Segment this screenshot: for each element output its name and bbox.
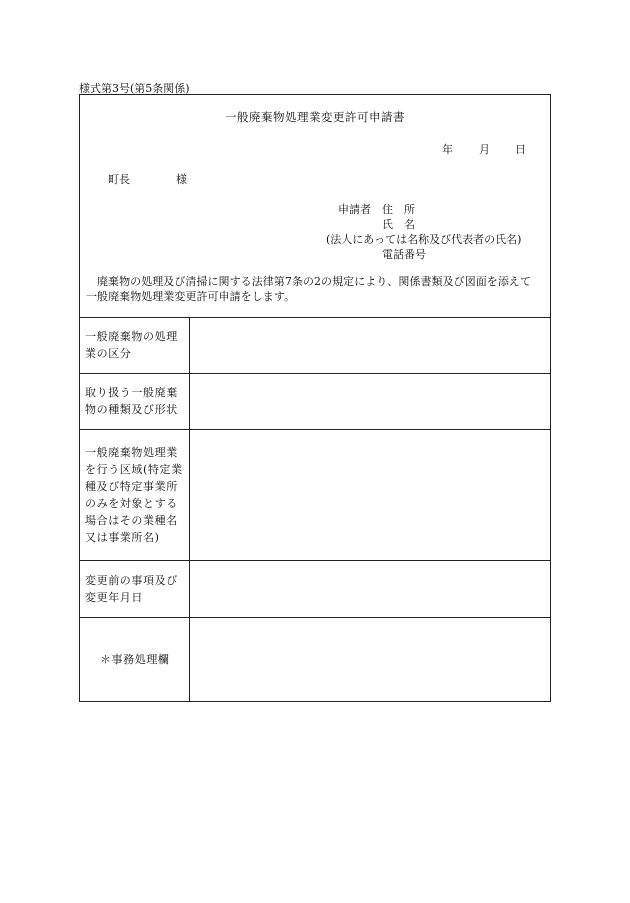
name-label: 氏 名 [382,218,415,231]
date-year-label: 年 [442,143,453,156]
category-field[interactable] [189,318,550,373]
table-row [80,560,550,617]
row-label-category [80,318,189,373]
date-day-label: 日 [515,143,526,156]
label-line: 又は事業所名) [85,530,160,544]
label-line: 業の区分 [85,347,132,361]
label-line: 場合はその業種名 [85,513,178,527]
row-label-area [80,429,189,560]
prior-items-field[interactable] [189,560,550,617]
statement [86,274,546,304]
form-title: 一般廃棄物処理業変更許可申請書 [225,110,405,124]
statement-line-1: 廃棄物の処理及び清掃に関する法律第7条の2の規定により、関係書類及び図面を添えて [97,275,531,288]
label-line: 取り扱う一般廃棄 [85,386,178,399]
application-form [79,94,551,702]
label-line: ＊事務処理欄 [99,653,170,667]
label-line: 一般廃棄物処理業 [85,445,178,459]
row-label-prior-items [80,560,189,617]
office-use-field [189,617,550,702]
addressee [108,171,187,187]
corporate-note: (法人にあっては名称及び代表者の氏名) [326,233,522,246]
label-line: 一般廃棄物の処理 [85,330,178,344]
label-line: のみを対象とする [85,496,178,510]
label-line: を行う区域(特定業 [85,462,183,476]
table-row [80,318,550,373]
label-line: 種及び特定事業所 [85,479,178,493]
waste-type-field[interactable] [189,373,550,429]
statement-line-2: 一般廃棄物処理業変更許可申請をします。 [86,290,296,303]
date-month-label: 月 [479,143,490,156]
form-header [80,95,550,318]
applicant-label: 申請者 [338,203,371,216]
addressee-honorific: 様 [176,173,187,186]
addressee-title: 町長 [108,173,130,186]
row-label-waste-type [80,373,189,429]
row-label-office-use [80,617,189,702]
details-table [80,318,550,702]
area-field[interactable] [189,429,550,560]
label-line: 変更年月日 [85,590,143,604]
table-row [80,429,550,560]
address-label: 住 所 [382,203,415,216]
label-line: 変更前の事項及び [85,573,178,587]
table-row [80,373,550,429]
phone-label: 電話番号 [382,248,426,261]
table-row [80,617,550,702]
form-number: 様式第3号(第5条関係) [79,82,190,95]
label-line: 物の種類及び形状 [85,403,178,416]
